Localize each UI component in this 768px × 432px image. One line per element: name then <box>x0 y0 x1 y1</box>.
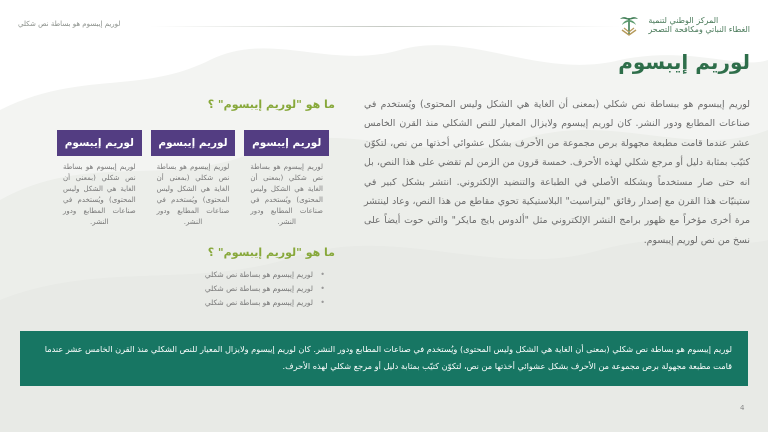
card-title: لوريم إيبسوم <box>244 130 329 156</box>
card-title: لوريم إيبسوم <box>151 130 236 156</box>
palm-emblem-icon <box>616 12 642 38</box>
main-paragraph: لوريم إيبسوم هو ببساطة نص شكلي (بمعنى أن الغاية هي الشكل وليس المحتوى) ويُستخدم في صناعات المطابع ودور النشر. كان لوريم إيبسوم ولايزال المعيار للنص الشكلي منذ القرن الخامس عشر عندما قامت مطبعة مجهولة برص مجموعة من الأحرف بشكل عشوائي أخذتها من نص، لتكوّن كتيّب بمثابة دليل أو مرجع شكلي لهذه الأحرف. خمسة قرون من الزمن لم تقضي على هذا النص، بل انه حتى صار مستخدماً وبشكله الأصلي في الطباعة والتنضيد الإلكتروني. انتشر بشكل كبير في ستينيّات هذا القرن مع إصدار رقائق "ليتراسيت" البلاستيكية تحوي مقاطع من هذا النص، وعاد لينتشر مرة أخرى مؤخراً مع ظهور برامج النشر الإلكتروني مثل "ألدوس بايج مايكر" والتي حوت أيضاً على نسخ من نص لوريم إيبسوم. <box>364 99 750 246</box>
section-heading: ما هو "لوريم إيبسوم" ؟ <box>207 98 335 111</box>
info-card <box>151 130 236 228</box>
list-item: • لوريم إيبسوم هو بساطة نص شكلي <box>205 296 325 310</box>
header-caption: لوريم إيبسوم هو بساطة نص شكلي <box>18 20 121 28</box>
section-heading-2: ما هو "لوريم إيبسوم" ؟ <box>207 246 335 259</box>
page-title: لوريم إيبسوم <box>618 50 750 74</box>
card-title: لوريم إيبسوم <box>57 130 142 156</box>
list-item: • لوريم إيبسوم هو بساطة نص شكلي <box>205 282 325 296</box>
card-body: لوريم إيبسوم هو بساطة نص شكلي (بمعنى أن الغاية هي الشكل وليس المحتوى) ويُستخدم في صناعات المطابع ودور النشر. <box>156 163 230 226</box>
info-card <box>57 130 142 228</box>
logo <box>616 12 750 38</box>
logo-line-2: الغطاء النباتي ومكافحة التصحر <box>648 25 750 34</box>
logo-text <box>648 16 750 34</box>
card-group <box>57 130 329 228</box>
logo-line-1: المركز الوطني لتنمية <box>648 15 719 25</box>
highlight-banner: لوريم إيبسوم هو بساطة نص شكلي (بمعنى أن الغاية هي الشكل وليس المحتوى) ويُستخدم في صناعات المطابع ودور النشر. كان لوريم إيبسوم ولايزال المعيار للنص الشكلي منذ القرن الخامس عشر عندما قامت مطبعة مجهولة برص مجموعة من الأحرف بشكل عشوائي أخذتها من نص، لتكوّن كتيّب بمثابة دليل أو مرجع شكلي لهذه الأحرف. <box>20 331 748 386</box>
card-body: لوريم إيبسوم هو بساطة نص شكلي (بمعنى أن الغاية هي الشكل وليس المحتوى) ويُستخدم في صناعات المطابع ودور النشر. <box>62 163 136 226</box>
list-item: • لوريم إيبسوم هو بساطة نص شكلي <box>205 268 325 282</box>
header-divider <box>150 26 620 27</box>
bullet-list <box>205 268 325 311</box>
info-card <box>244 130 329 228</box>
card-body: لوريم إيبسوم هو بساطة نص شكلي (بمعنى أن الغاية هي الشكل وليس المحتوى) ويُستخدم في صناعات المطابع ودور النشر. <box>250 163 323 226</box>
page-number: 4 <box>740 404 745 412</box>
left-column <box>50 98 335 308</box>
